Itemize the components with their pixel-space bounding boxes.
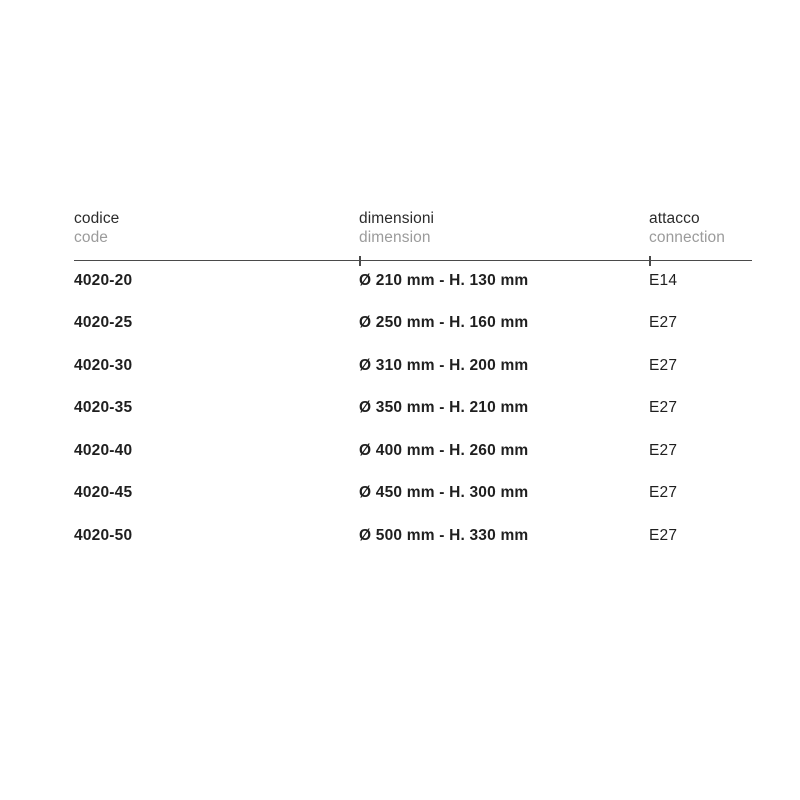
table-row	[74, 357, 752, 400]
cell-code: 4020-25	[74, 314, 133, 332]
cell-connection: E27	[649, 526, 678, 544]
cell-dimension: Ø 310 mm - H. 200 mm	[359, 356, 529, 374]
table-header-code	[74, 210, 359, 248]
cell-connection: E27	[649, 356, 678, 374]
cell-code: 4020-40	[74, 441, 133, 459]
table-header-connection	[649, 210, 752, 248]
header-dimension-primary: dimensioni	[359, 210, 435, 227]
cell-dimension: Ø 250 mm - H. 160 mm	[359, 314, 529, 332]
table-row	[74, 399, 752, 442]
cell-connection: E27	[649, 314, 678, 332]
header-code-primary: codice	[74, 210, 120, 227]
header-connection-primary: attacco	[649, 210, 700, 227]
cell-connection: E27	[649, 484, 678, 502]
header-dimension-secondary: dimension	[359, 228, 431, 246]
table-row	[74, 527, 752, 570]
cell-dimension: Ø 350 mm - H. 210 mm	[359, 399, 529, 417]
header-code-secondary: code	[74, 228, 109, 246]
table-header-dimension	[359, 210, 649, 248]
cell-dimension: Ø 210 mm - H. 130 mm	[359, 271, 529, 289]
cell-connection: E27	[649, 441, 678, 459]
table-row	[74, 314, 752, 357]
cell-code: 4020-50	[74, 526, 133, 544]
column-tick-connection	[649, 256, 651, 266]
cell-code: 4020-30	[74, 356, 133, 374]
table-row	[74, 272, 752, 315]
cell-dimension: Ø 450 mm - H. 300 mm	[359, 484, 529, 502]
specification-table	[74, 210, 752, 569]
cell-code: 4020-35	[74, 399, 133, 417]
cell-dimension: Ø 500 mm - H. 330 mm	[359, 526, 529, 544]
column-tick-dimension	[359, 256, 361, 266]
table-body	[74, 262, 752, 570]
table-row	[74, 484, 752, 527]
cell-code: 4020-45	[74, 484, 133, 502]
cell-connection: E27	[649, 399, 678, 417]
cell-connection: E14	[649, 271, 678, 289]
table-row	[74, 442, 752, 485]
cell-dimension: Ø 400 mm - H. 260 mm	[359, 441, 529, 459]
cell-code: 4020-20	[74, 271, 133, 289]
header-divider	[74, 260, 752, 262]
header-connection-secondary: connection	[649, 228, 725, 246]
table-header-row	[74, 210, 752, 258]
